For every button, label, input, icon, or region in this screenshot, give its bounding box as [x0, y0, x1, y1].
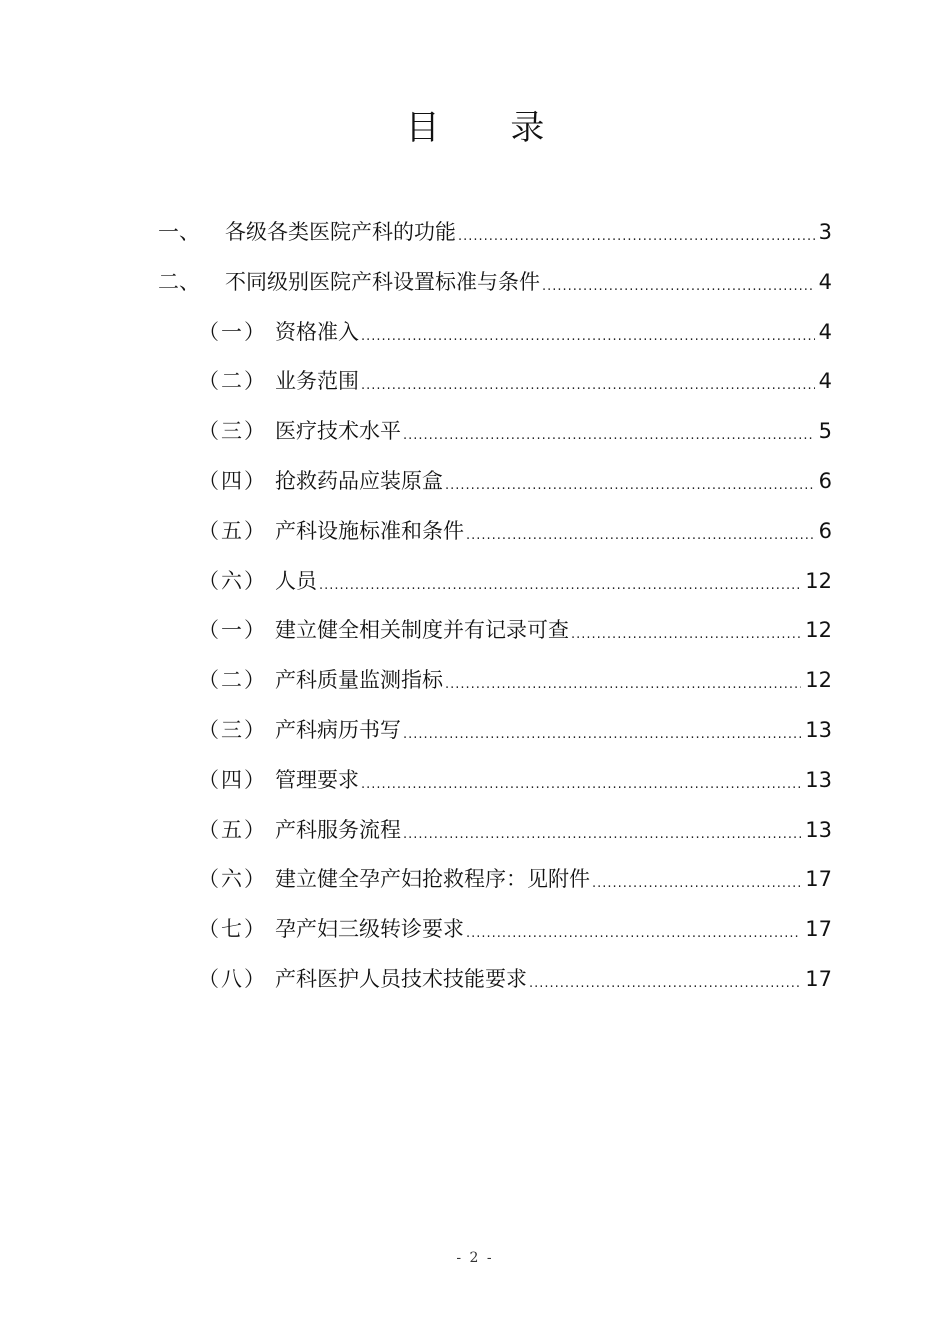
toc-entry[interactable] — [198, 712, 832, 748]
toc-entry-number: （六） — [198, 568, 267, 593]
toc-leader-dots — [571, 612, 801, 648]
toc-entry-number: 二、 — [158, 269, 200, 294]
toc-entry-title: 产科病历书写 — [275, 718, 401, 742]
toc-entry-title: 各级各类医院产科的功能 — [225, 220, 456, 244]
toc-leader-dots — [542, 264, 815, 300]
toc-entry-title: 孕产妇三级转诊要求 — [275, 917, 464, 942]
toc-entry-page-number: 4 — [818, 269, 832, 294]
toc-entry-title: 抢救药品应装原盒 — [275, 469, 443, 493]
toc-entry-page-number: 12 — [805, 668, 832, 693]
toc-entry-number: （五） — [198, 518, 267, 543]
toc-entry-title: 产科设施标准和条件 — [275, 518, 464, 543]
toc-entry-title: 产科服务流程 — [275, 817, 401, 842]
toc-entry[interactable] — [198, 861, 832, 897]
toc-entry[interactable] — [198, 363, 832, 399]
toc-entry-page-number: 6 — [818, 518, 832, 543]
toc-leader-dots — [445, 662, 801, 698]
toc-leader-dots — [403, 812, 801, 848]
toc-entry-page-number: 12 — [805, 568, 832, 593]
toc-entry-page-number: 3 — [818, 220, 832, 244]
toc-entry-page-number: 13 — [805, 718, 832, 742]
page-footer: - 2 - — [456, 1250, 494, 1266]
toc-entry-title: 医疗技术水平 — [275, 419, 401, 444]
toc-leader-dots — [319, 563, 801, 599]
toc-leader-dots — [361, 314, 815, 350]
toc-leader-dots — [403, 413, 815, 449]
toc-entry-title: 建立健全相关制度并有记录可查 — [275, 618, 569, 643]
toc-entry-title: 管理要求 — [275, 767, 359, 792]
toc-entry-number: （三） — [198, 718, 267, 742]
toc-entry-page-number: 17 — [805, 917, 832, 942]
toc-entry[interactable] — [198, 662, 832, 698]
toc-entry-number: （四） — [198, 469, 267, 493]
toc-entry-page-number: 17 — [805, 967, 832, 991]
toc-entry[interactable] — [198, 911, 832, 947]
toc-entry-page-number: 12 — [805, 618, 832, 643]
toc-entry-title: 建立健全孕产妇抢救程序：见附件 — [275, 867, 590, 892]
toc-leader-dots — [445, 463, 815, 499]
toc-entry-number: （一） — [198, 618, 267, 643]
toc-entry-number: （七） — [198, 917, 267, 942]
toc-entry[interactable] — [198, 961, 832, 997]
toc-entry[interactable] — [198, 762, 832, 798]
toc-title: 目 录 — [405, 108, 575, 148]
toc-leader-dots — [466, 911, 801, 947]
toc-entry-title: 人员 — [275, 568, 317, 593]
toc-entry[interactable] — [198, 812, 832, 848]
toc-entry-number: （五） — [198, 817, 267, 842]
toc-leader-dots — [592, 861, 801, 897]
toc-leader-dots — [458, 214, 815, 250]
toc-entry-title: 不同级别医院产科设置标准与条件 — [225, 269, 540, 294]
toc-entry-title: 产科质量监测指标 — [275, 668, 443, 693]
toc-entry[interactable] — [198, 612, 832, 648]
toc-entry[interactable] — [198, 413, 832, 449]
toc-leader-dots — [361, 762, 801, 798]
toc-entry-title: 产科医护人员技术技能要求 — [275, 967, 527, 991]
toc-entry-title: 业务范围 — [275, 369, 359, 394]
toc-entry-page-number: 6 — [818, 469, 832, 493]
toc-entry-page-number: 13 — [805, 767, 832, 792]
toc-entry-page-number: 5 — [818, 419, 832, 444]
toc-entry[interactable] — [198, 463, 832, 499]
toc-entry-number: （八） — [198, 967, 267, 991]
toc-entry-number: （三） — [198, 419, 267, 444]
toc-entry-page-number: 17 — [805, 867, 832, 892]
toc-entry-page-number: 4 — [818, 319, 832, 344]
toc-entry[interactable] — [198, 513, 832, 549]
toc-leader-dots — [529, 961, 801, 997]
toc-entry[interactable] — [198, 563, 832, 599]
toc-entry-number: （六） — [198, 867, 267, 892]
toc-entry-number: （四） — [198, 767, 267, 792]
toc-entry[interactable] — [158, 264, 832, 300]
toc-entry-number: （二） — [198, 668, 267, 693]
toc-entry-number: 一、 — [158, 220, 200, 244]
toc-entry-title: 资格准入 — [275, 319, 359, 344]
toc-entry[interactable] — [158, 214, 832, 250]
toc-entry-page-number: 4 — [818, 369, 832, 394]
toc-entry-page-number: 13 — [805, 817, 832, 842]
toc-leader-dots — [466, 513, 815, 549]
toc-entry-number: （一） — [198, 319, 267, 344]
toc-entry[interactable] — [198, 314, 832, 350]
toc-entry-number: （二） — [198, 369, 267, 394]
toc-leader-dots — [403, 712, 801, 748]
toc-leader-dots — [361, 363, 815, 399]
